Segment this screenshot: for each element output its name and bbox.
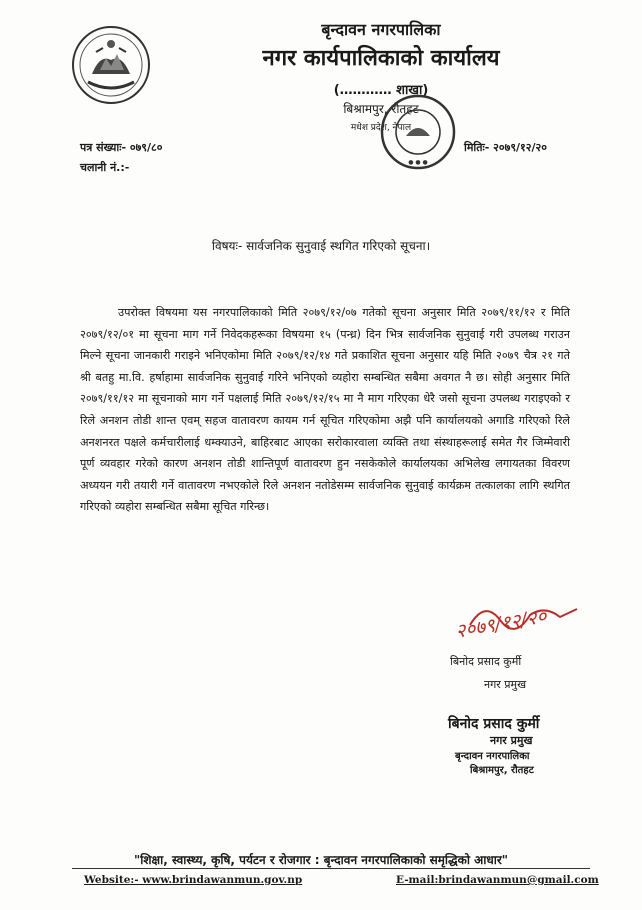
footer-motto: "शिक्षा, स्वास्थ्य, कृषि, पर्यटन र रोजगार : बृन्दावन नगरपालिकाको समृद्धिको आधार"	[133, 853, 509, 867]
stamp-name: बिनोद प्रसाद कुर्मी	[448, 716, 540, 732]
signatory-name: बिनोद प्रसाद कुर्मी	[450, 655, 522, 668]
branch-line: (………… शाखा)	[333, 83, 429, 98]
location-line: बिश्रामपुर, रौतहट	[343, 102, 419, 116]
office-seal-stamp	[378, 92, 458, 172]
email-link[interactable]: E-mail:brindawanmun@gmail.com	[396, 874, 599, 886]
municipality-name: बृन्दावन नगरपालिका	[321, 20, 441, 39]
notice-body: उपरोक्त विषयमा यस नगरपालिकाको मिति २०७९/१२/०७ गतेको सूचना अनुसार मिति २०७९/११/१२ र मिति २०७९/१२/०१ मा सूचना माग गर्ने निवेदकहरूका विषयमा १५ (पन्ध्र) दिन भित्र सार्वजनिक सुनुवाई गरी उपलब्ध गराउन मिल्ने सूचना जानकारी गराइने भनिएकोमा मिति २०७९/१२/१४ गते प्रकाशित सूचना अनुसार यहि मिति २०७९ चैत्र २१ गते श्री बतहु मा.वि. हर्षाहामा सार्वजनिक सुनुवाई गरिने भनिएको व्यहोरा सम्बन्धित सबैमा अवगत नै छ। सोही अनुसार मिति २०७९/११/१२ मा सूचनाको माग गर्ने पक्षलाई मिति २०७९/१२/१५ मा नै माग गरिएका धेरै जसो सूचना उपलब्ध गराइएको र रिले अनशन तोडी शान्त एवम् सहज वातावरण कायम गर्न सूचित गरिएकोमा अझै पनि कार्यालयको अगाडि गरिएको रिले अनशनरत पक्षले कर्मचारीलाई धम्क्याउने, बाहिरबाट आएका सरोकारवाला व्यक्ति तथा संस्थाहरूलाई समेत गैर जिम्मेवारी पूर्ण व्यवहार गरेको कारण अनशन तोडी शान्तिपूर्ण वातावरण हुन नसकेकोले कार्यालयका अभिलेख लगायतका विवरण अध्ययन गरी तयारी गर्ने वातावरण नभएकोले रिले अनशन नतोडेसम्म सार्वजनिक सुनुवाई कार्यक्रम तत्कालका लागि स्थगित गरिएको व्यहोरा सम्बन्धित सबैमा सूचित गरिन्छ।	[80, 306, 570, 514]
office-title: नगर कार्यपालिकाको कार्यालय	[262, 46, 500, 71]
dispatch-number: चलानी नं.:-	[80, 161, 130, 174]
stamp-organization: बृन्दावन नगरपालिका	[455, 751, 530, 762]
website-link[interactable]: Website:- www.brindawanmun.gov.np	[84, 874, 303, 886]
svg-text:● ● ●: ● ● ●	[408, 159, 428, 166]
stamp-address: बिश्रामपुर, रौतहट	[470, 765, 534, 776]
stamp-title: नगर प्रमुख	[490, 734, 533, 747]
handwritten-signature-date: २०७९/१२/२०	[453, 605, 549, 643]
signature-scribble	[465, 595, 585, 635]
signatory-title: नगर प्रमुख	[484, 678, 527, 691]
province-line: मधेश प्रदेश, नेपाल	[350, 123, 412, 133]
subject-line: विषयः- सार्वजनिक सुनुवाई स्थगित गरिएको सूचना।	[211, 239, 431, 253]
letter-number: पत्र संख्याः- ०७९/८०	[80, 141, 163, 154]
footer-divider	[72, 868, 590, 869]
letter-date: मितिः- २०७९/१२/२०	[464, 141, 547, 154]
